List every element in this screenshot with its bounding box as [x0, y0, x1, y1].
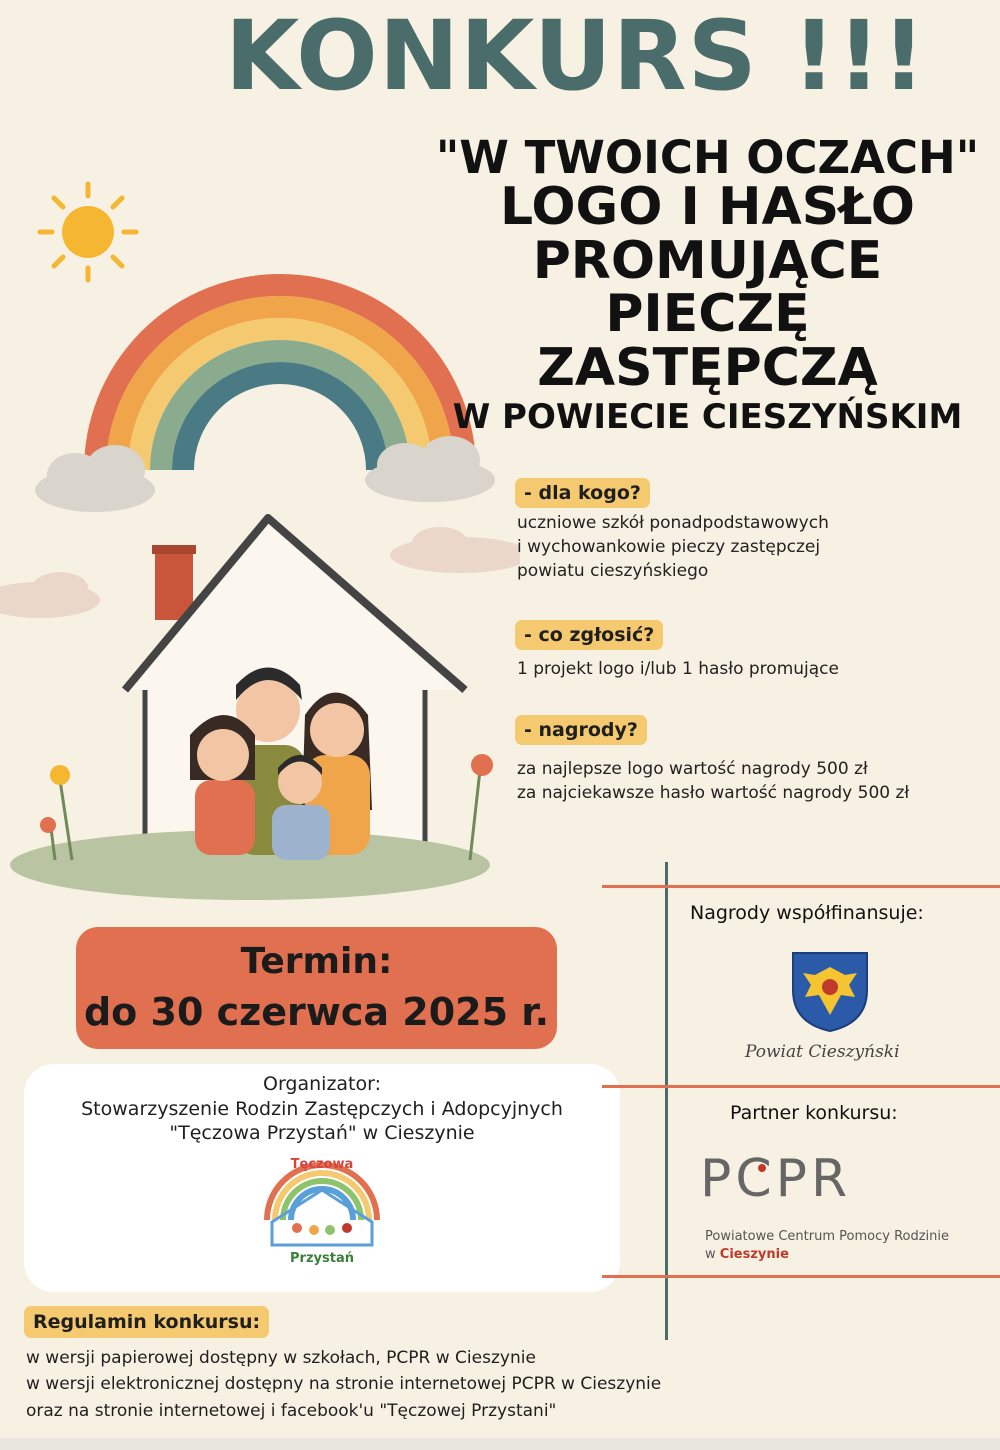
organizer-box	[24, 1064, 620, 1292]
text-line: w wersji papierowej dostępny w szkołach, PCPR w Cieszynie	[26, 1348, 536, 1368]
cloud-icon	[35, 436, 495, 512]
pcpr-logo-text: PCPR	[700, 1150, 852, 1209]
pcpr-full-name	[705, 1228, 949, 1263]
powiat-name: Powiat Cieszyński	[745, 1042, 900, 1062]
section-label-prizes: - nagrody?	[515, 715, 647, 745]
subtitle-line: LOGO I HASŁO	[500, 177, 915, 238]
rainbow-icon	[95, 285, 465, 470]
deadline-label: Termin:	[240, 941, 393, 982]
rules-text	[26, 1345, 661, 1424]
text-line: powiatu cieszyńskiego	[517, 560, 709, 581]
text-line: za najciekawsze hasło wartość nagrody 500 zł	[517, 782, 910, 803]
pcpr-logo	[700, 1150, 880, 1210]
pcpr-line2	[705, 1246, 949, 1264]
bottom-strip	[0, 1438, 1000, 1450]
subtitle-line: PIECZĘ ZASTĘPCZĄ	[537, 284, 878, 398]
logo-text-top: Tęczowa	[290, 1157, 354, 1173]
text-line: uczniowe szkół ponadpodstawowych	[517, 513, 829, 533]
organizer-name: Stowarzyszenie Rodzin Zastępczych i Adopcyjnych	[81, 1097, 563, 1120]
vertical-divider	[665, 862, 668, 1340]
horizontal-divider	[602, 1085, 1000, 1088]
pcpr-line2-prefix: w	[705, 1246, 716, 1262]
deadline-date: do 30 czerwca 2025 r.	[83, 990, 550, 1034]
deadline-box	[76, 927, 557, 1049]
organizer-name-line2: "Tęczowa Przystań" w Cieszynie	[169, 1122, 475, 1145]
partner-label: Partner konkursu:	[730, 1102, 898, 1124]
subtitle-line: W POWIECIE CIESZYŃSKIM	[452, 396, 963, 437]
horizontal-divider	[602, 885, 1000, 888]
section-text-what-to-submit	[517, 658, 839, 682]
text-line: za najlepsze logo wartość nagrody 500 zł	[517, 759, 868, 779]
text-line: i wychowankowie pieczy zastępczej	[517, 536, 821, 557]
section-text-for-whom	[517, 512, 829, 583]
rules-label: Regulamin konkursu:	[24, 1306, 269, 1338]
subtitle-line: PROMUJĄCE	[532, 230, 883, 291]
section-text-prizes	[517, 758, 909, 806]
sun-icon	[40, 184, 136, 280]
logo-text-bottom: Przystań	[290, 1251, 354, 1267]
contest-title: KONKURS !!!	[225, 0, 927, 112]
pcpr-line2-city: Cieszynie	[719, 1246, 789, 1262]
organizer-label: Organizator:	[262, 1073, 382, 1095]
pcpr-line1: Powiatowe Centrum Pomocy Rodzinie	[705, 1229, 950, 1244]
text-line: 1 projekt logo i/lub 1 hasło promujące	[517, 659, 839, 679]
text-line: w wersji elektronicznej dostępny na stronie internetowej PCPR w Cieszynie	[26, 1374, 662, 1395]
contest-subtitle	[430, 131, 985, 437]
powiat-coat-of-arms-icon	[785, 945, 875, 1035]
sponsor-label: Nagrody współfinansuje:	[690, 902, 924, 924]
text-line: oraz na stronie internetowej i facebook'u "Tęczowej Przystani"	[26, 1400, 557, 1421]
section-label-for-whom: - dla kogo?	[515, 478, 650, 508]
horizontal-divider	[602, 1275, 1000, 1278]
section-label-what-to-submit: - co zgłosić?	[515, 620, 663, 650]
subtitle-line: "W TWOICH OCZACH"	[435, 131, 980, 184]
teczowa-przystan-logo	[252, 1150, 392, 1270]
